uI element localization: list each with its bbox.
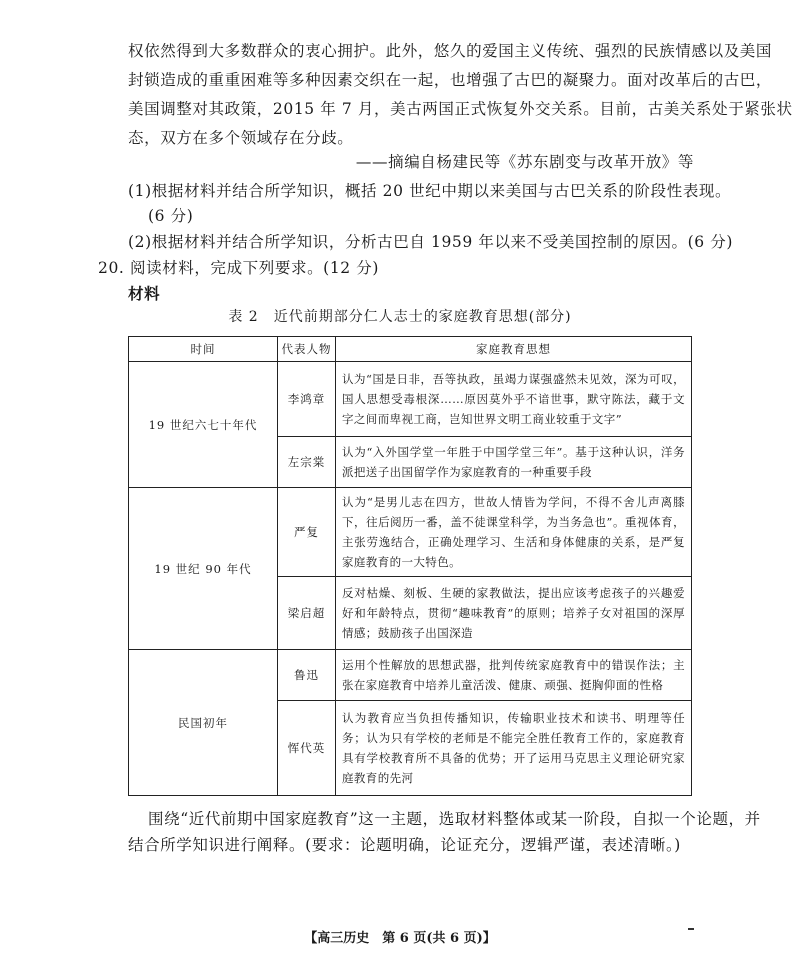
material-text-line-2: 封锁造成的重重困难等多种因素交织在一起，也增强了古巴的凝聚力。面对改革后的古巴， xyxy=(128,71,773,89)
table-header-row xyxy=(129,337,692,362)
question-20-heading: 20. 阅读材料，完成下列要求。(12 分) xyxy=(98,259,380,277)
person-cell: 李鸿章 xyxy=(278,362,336,437)
person-cell: 鲁迅 xyxy=(278,650,336,701)
question-19-part-1-score: (6 分) xyxy=(148,207,194,225)
page-footer: 【高三历史 第 6 页(共 6 页)】 xyxy=(304,931,496,946)
task-line-1: 围绕“近代前期中国家庭教育”这一主题，选取材料整体或某一阶段，自拟一个论题，并 xyxy=(148,810,761,828)
idea-cell: 认为“入外国学堂一年胜于中国学堂三年”。基于这种认识，洋务派把送子出国留学作为家庭教育的一种重要手段 xyxy=(336,437,692,488)
header-idea: 家庭教育思想 xyxy=(336,337,692,362)
corner-mark xyxy=(688,928,694,930)
question-19-part-2: (2)根据材料并结合所学知识，分析古巴自 1959 年以来不受美国控制的原因。(6 分) xyxy=(128,233,734,251)
person-cell: 左宗棠 xyxy=(278,437,336,488)
material-text-line-4: 态，双方在多个领域存在分歧。 xyxy=(128,129,354,147)
person-cell: 严复 xyxy=(278,488,336,577)
material-label: 材料 xyxy=(128,284,161,303)
idea-cell: 运用个性解放的思想武器，批判传统家庭教育中的错误作法；主张在家庭教育中培养儿童活泼、健康、顽强、挺胸仰面的性格 xyxy=(336,650,692,701)
material-source: ——摘编自杨建民等《苏东剧变与改革开放》等 xyxy=(355,153,694,171)
education-table xyxy=(128,336,692,796)
idea-cell: 认为“是男儿志在四方，世故人情皆为学问，不得不舍儿声离膝下，往后阅历一番，盖不徒课堂科学，为当务急也”。重视体育，主张劳逸结合，正确处理学习、生活和身体健康的关系，是严复家庭教育的一大特色。 xyxy=(336,488,692,577)
person-cell: 恽代英 xyxy=(278,701,336,796)
idea-cell: 反对枯燥、刻板、生硬的家教做法，提出应该考虑孩子的兴趣爱好和年龄特点，贯彻“趣味教育”的原则；培养子女对祖国的深厚情感；鼓励孩子出国深造 xyxy=(336,577,692,650)
table-title: 表 2 近代前期部分仁人志士的家庭教育思想(部分) xyxy=(228,309,572,325)
header-time: 时间 xyxy=(129,337,278,362)
idea-cell: 认为“国是日非，吾等执政，虽竭力谋强盛然未见效，深为可叹，国人思想受毒根深……原因莫外乎不谙世事，默守陈法，藏于文字之间而卑视工商，岂知世界文明工商业较重于文字” xyxy=(336,362,692,437)
table-row xyxy=(129,650,692,701)
period-cell: 19 世纪 90 年代 xyxy=(129,488,278,650)
period-cell: 民国初年 xyxy=(129,650,278,796)
idea-cell: 认为教育应当负担传播知识，传输职业技术和读书、明理等任务；认为只有学校的老师是不能完全胜任教育工作的，家庭教育具有学校教育所不具备的优势；开了运用马克思主义理论研究家庭教育的先河 xyxy=(336,701,692,796)
table-row xyxy=(129,362,692,437)
table-row xyxy=(129,488,692,577)
period-cell: 19 世纪六七十年代 xyxy=(129,362,278,488)
material-text-line-3: 美国调整对其政策，2015 年 7 月，美古两国正式恢复外交关系。目前，古美关系处于紧张状 xyxy=(128,100,793,118)
task-line-2: 结合所学知识进行阐释。(要求：论题明确，论证充分，逻辑严谨，表述清晰。) xyxy=(128,836,681,854)
person-cell: 梁启超 xyxy=(278,577,336,650)
material-text-line-1: 权依然得到大多数群众的衷心拥护。此外，悠久的爱国主义传统、强烈的民族情感以及美国 xyxy=(128,42,773,60)
header-person: 代表人物 xyxy=(278,337,336,362)
question-19-part-1: (1)根据材料并结合所学知识，概括 20 世纪中期以来美国与古巴关系的阶段性表现。 xyxy=(128,182,732,200)
